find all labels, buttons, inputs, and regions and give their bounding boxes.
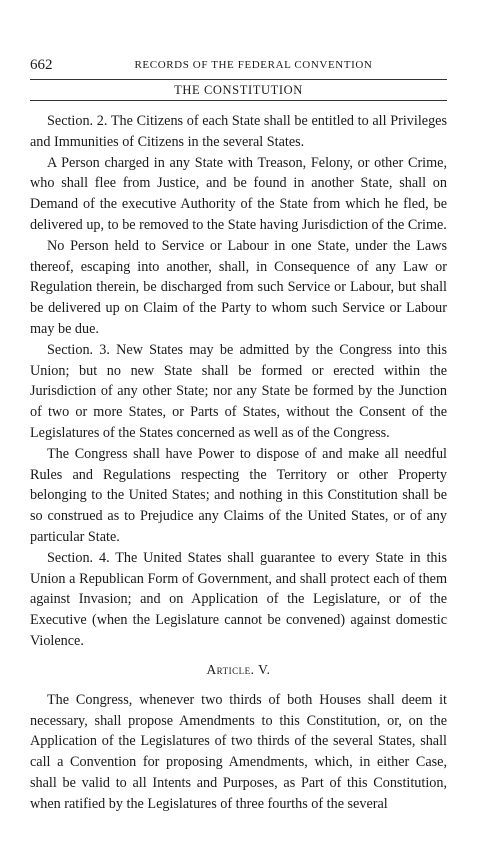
paragraph-article-5: The Congress, whenever two thirds of both Houses shall deem it necessary, shall propose Amendments to this Constitution, or, on the Application of the Legislatures of two thirds of the several States, shall call a Convention for proposing Amendments, which, in either Case, shall be valid to all Intents and Purposes, as Part of this Constitution, when ratified by the Legislatures of three fourths of the several <box>30 691 447 812</box>
page-number: 662 <box>30 57 53 73</box>
article-heading: Article. V. <box>206 661 271 677</box>
article-text <box>30 690 447 815</box>
paragraph-section-4: Section. 4. The United States shall guarantee to every State in this Union a Republican Form of Government, and shall protect each of them against Invasion; and on Application of the Legislature, or of the Executive (when the Legislature cannot be convened) against domestic Violence. <box>30 549 447 649</box>
running-title: RECORDS OF THE FEDERAL CONVENTION <box>134 59 373 71</box>
body-text <box>30 111 447 652</box>
paragraph-territory: The Congress shall have Power to dispose of and make all needful Rules and Regulations respecting the Territory or other Property belonging to the United States; and nothing in this Constitution shall be so construed as to Prejudice any Claims of the United States, or of any particular State. <box>30 445 447 545</box>
paragraph-section-3: Section. 3. New States may be admitted by the Congress into this Union; but no new State shall be formed or erected within the Jurisdiction of any other State; nor any State be formed by the Junction of two or more States, or Parts of States, without the Consent of the Legislatures of the States concerned as well as of the Congress. <box>30 341 447 441</box>
paragraph-service-labour: No Person held to Service or Labour in one State, under the Laws thereof, escaping into another, shall, in Consequence of any Law or Regulation therein, be discharged from such Service or Labour, but shall be delivered up on Claim of the Party to whom such Service or Labour may be due. <box>30 237 447 337</box>
running-head <box>30 57 447 79</box>
section-rule <box>30 100 447 101</box>
paragraph-section-2: Section. 2. The Citizens of each State shall be entitled to all Privileges and Immunities of Citizens in the several States. <box>30 113 447 150</box>
section-title: THE CONSTITUTION <box>174 83 303 97</box>
paragraph-fugitive-criminals: A Person charged in any State with Treason, Felony, or other Crime, who shall flee from Justice, and be found in another State, shall on Demand of the executive Authority of the State from which he fled, be delivered up, to be removed to the State having Jurisdiction of the Crime. <box>30 154 447 233</box>
document-page <box>30 57 447 815</box>
